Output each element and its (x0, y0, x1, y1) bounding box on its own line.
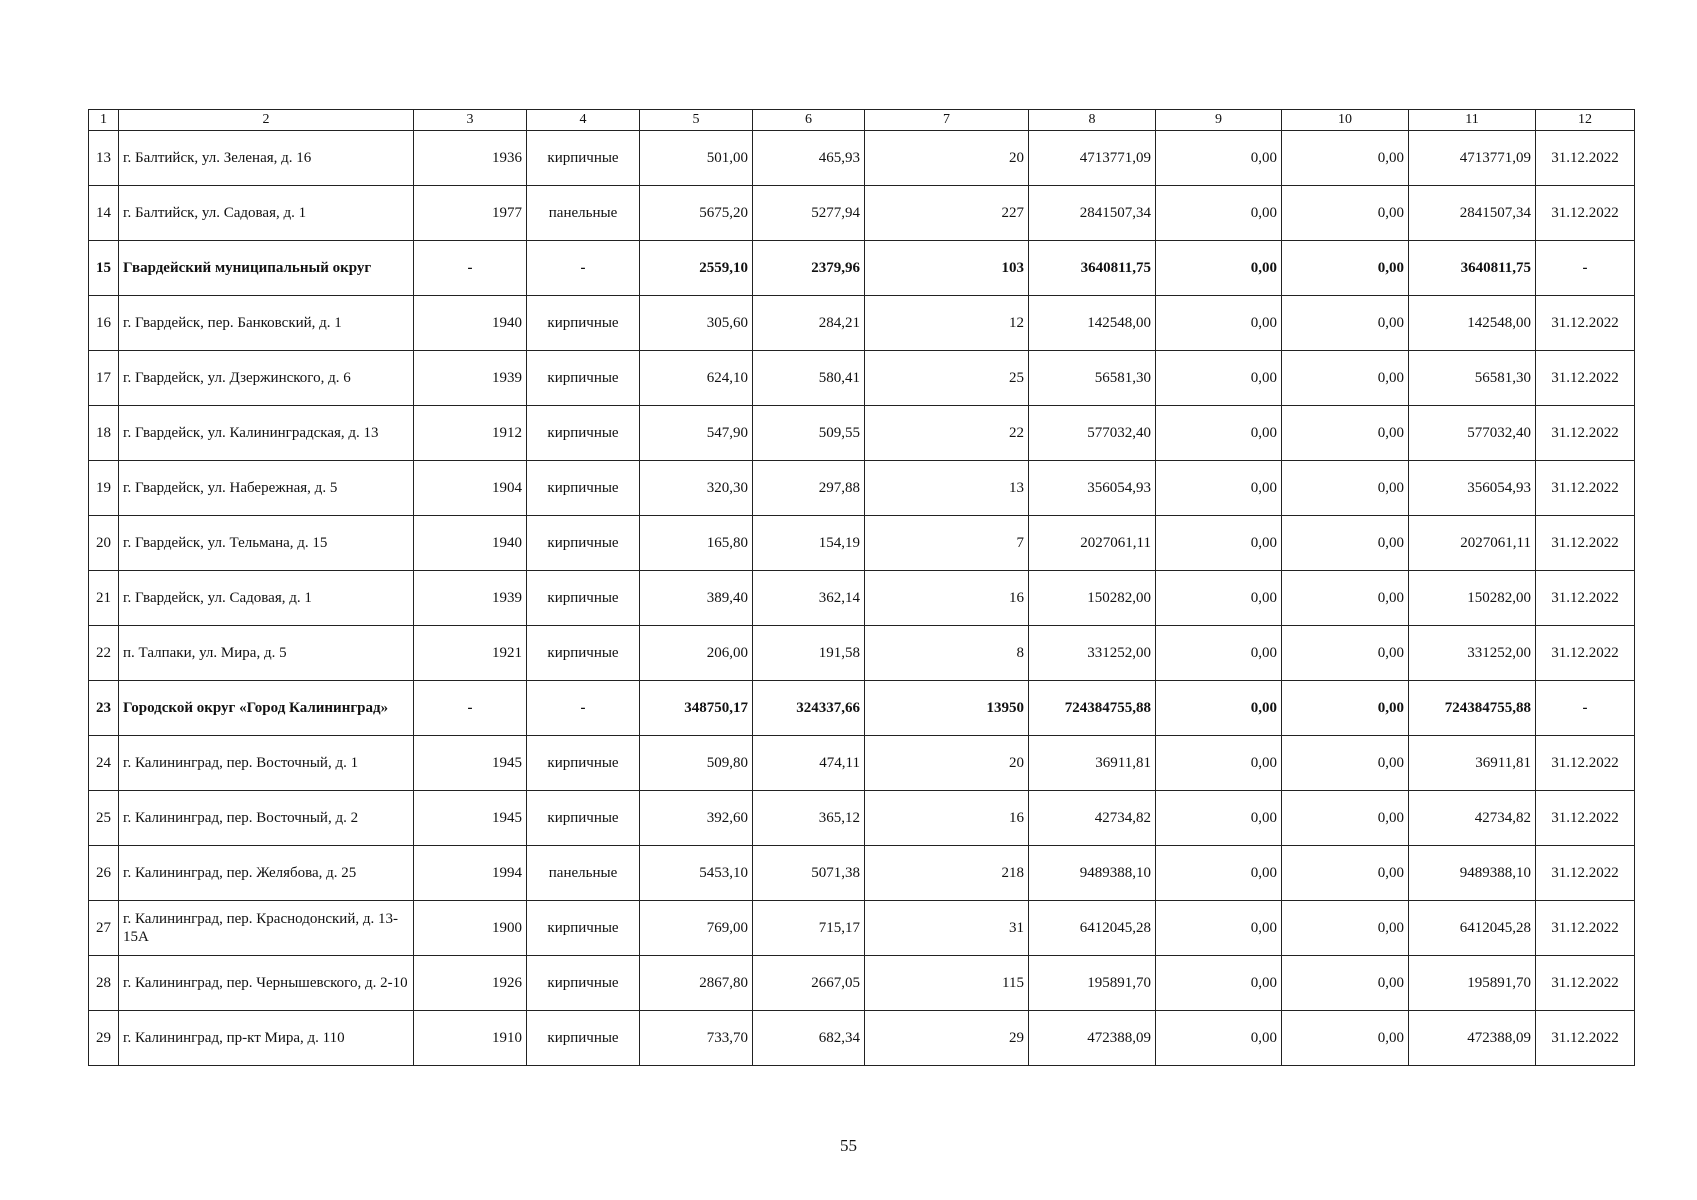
area-cell: 547,90 (640, 406, 753, 461)
wall-material-cell: кирпичные (527, 516, 640, 571)
wall-material-cell: - (527, 681, 640, 736)
column-number-header (89, 110, 1635, 131)
cost-cell-9: 0,00 (1156, 351, 1282, 406)
cost-cell-10: 0,00 (1282, 516, 1409, 571)
residents-cell: 31 (865, 901, 1029, 956)
area-cell: 320,30 (640, 461, 753, 516)
column-header-7: 7 (865, 110, 1029, 131)
wall-material-cell: панельные (527, 186, 640, 241)
cost-cell-9: 0,00 (1156, 406, 1282, 461)
total-cost-cell: 3640811,75 (1029, 241, 1156, 296)
table-row (89, 571, 1635, 626)
living-area-cell: 682,34 (753, 1011, 865, 1066)
cost-cell-9: 0,00 (1156, 571, 1282, 626)
wall-material-cell: кирпичные (527, 131, 640, 186)
table-row (89, 296, 1635, 351)
table-row (89, 626, 1635, 681)
row-number: 28 (89, 956, 119, 1011)
table-row (89, 186, 1635, 241)
year-cell: 1945 (414, 736, 527, 791)
cost-cell-9: 0,00 (1156, 956, 1282, 1011)
area-cell: 733,70 (640, 1011, 753, 1066)
area-cell: 509,80 (640, 736, 753, 791)
living-area-cell: 715,17 (753, 901, 865, 956)
deadline-cell: 31.12.2022 (1536, 131, 1635, 186)
year-cell: 1912 (414, 406, 527, 461)
living-area-cell: 509,55 (753, 406, 865, 461)
residents-cell: 20 (865, 736, 1029, 791)
living-area-cell: 2379,96 (753, 241, 865, 296)
total-cost-cell: 2841507,34 (1029, 186, 1156, 241)
cost-cell-10: 0,00 (1282, 186, 1409, 241)
row-number: 21 (89, 571, 119, 626)
cost-cell-11: 56581,30 (1409, 351, 1536, 406)
cost-cell-9: 0,00 (1156, 901, 1282, 956)
wall-material-cell: панельные (527, 846, 640, 901)
deadline-cell: 31.12.2022 (1536, 846, 1635, 901)
area-cell: 305,60 (640, 296, 753, 351)
area-cell: 165,80 (640, 516, 753, 571)
wall-material-cell: кирпичные (527, 956, 640, 1011)
area-cell: 5675,20 (640, 186, 753, 241)
column-header-8: 8 (1029, 110, 1156, 131)
column-header-6: 6 (753, 110, 865, 131)
cost-cell-10: 0,00 (1282, 1011, 1409, 1066)
year-cell: 1910 (414, 1011, 527, 1066)
residents-cell: 7 (865, 516, 1029, 571)
address-cell: г. Гвардейск, ул. Тельмана, д. 15 (119, 516, 414, 571)
area-cell: 5453,10 (640, 846, 753, 901)
cost-cell-11: 36911,81 (1409, 736, 1536, 791)
living-area-cell: 362,14 (753, 571, 865, 626)
cost-cell-11: 6412045,28 (1409, 901, 1536, 956)
residents-cell: 29 (865, 1011, 1029, 1066)
header-row (89, 110, 1635, 131)
row-number: 17 (89, 351, 119, 406)
cost-cell-10: 0,00 (1282, 406, 1409, 461)
residents-cell: 16 (865, 571, 1029, 626)
table-row (89, 406, 1635, 461)
living-area-cell: 365,12 (753, 791, 865, 846)
year-cell: 1900 (414, 901, 527, 956)
column-header-5: 5 (640, 110, 753, 131)
cost-cell-11: 577032,40 (1409, 406, 1536, 461)
deadline-cell: 31.12.2022 (1536, 461, 1635, 516)
total-cost-cell: 4713771,09 (1029, 131, 1156, 186)
column-header-9: 9 (1156, 110, 1282, 131)
area-cell: 2867,80 (640, 956, 753, 1011)
table-row (89, 516, 1635, 571)
deadline-cell: 31.12.2022 (1536, 516, 1635, 571)
year-cell: 1994 (414, 846, 527, 901)
cost-cell-11: 472388,09 (1409, 1011, 1536, 1066)
cost-cell-11: 4713771,09 (1409, 131, 1536, 186)
residents-cell: 227 (865, 186, 1029, 241)
year-cell: - (414, 681, 527, 736)
residents-cell: 8 (865, 626, 1029, 681)
deadline-cell: 31.12.2022 (1536, 406, 1635, 461)
wall-material-cell: кирпичные (527, 461, 640, 516)
wall-material-cell: кирпичные (527, 296, 640, 351)
cost-cell-9: 0,00 (1156, 131, 1282, 186)
cost-cell-10: 0,00 (1282, 296, 1409, 351)
cost-cell-9: 0,00 (1156, 241, 1282, 296)
cost-cell-9: 0,00 (1156, 791, 1282, 846)
address-cell: г. Балтийск, ул. Садовая, д. 1 (119, 186, 414, 241)
deadline-cell: 31.12.2022 (1536, 901, 1635, 956)
cost-cell-10: 0,00 (1282, 131, 1409, 186)
residents-cell: 115 (865, 956, 1029, 1011)
cost-cell-11: 195891,70 (1409, 956, 1536, 1011)
total-cost-cell: 150282,00 (1029, 571, 1156, 626)
cost-cell-9: 0,00 (1156, 186, 1282, 241)
total-cost-cell: 577032,40 (1029, 406, 1156, 461)
year-cell: 1940 (414, 516, 527, 571)
cost-cell-10: 0,00 (1282, 461, 1409, 516)
row-number: 14 (89, 186, 119, 241)
address-cell: г. Калининград, пер. Чернышевского, д. 2-10 (119, 956, 414, 1011)
total-cost-cell: 42734,82 (1029, 791, 1156, 846)
cost-cell-10: 0,00 (1282, 901, 1409, 956)
cost-cell-11: 331252,00 (1409, 626, 1536, 681)
deadline-cell: - (1536, 241, 1635, 296)
cost-cell-11: 3640811,75 (1409, 241, 1536, 296)
year-cell: 1904 (414, 461, 527, 516)
address-cell: г. Калининград, пер. Восточный, д. 1 (119, 736, 414, 791)
row-number: 22 (89, 626, 119, 681)
address-cell: г. Гвардейск, ул. Набережная, д. 5 (119, 461, 414, 516)
table-row (89, 351, 1635, 406)
address-cell: г. Калининград, пер. Краснодонский, д. 13-15А (119, 901, 414, 956)
residents-cell: 13950 (865, 681, 1029, 736)
year-cell: - (414, 241, 527, 296)
year-cell: 1945 (414, 791, 527, 846)
cost-cell-9: 0,00 (1156, 296, 1282, 351)
total-cost-cell: 356054,93 (1029, 461, 1156, 516)
total-cost-cell: 331252,00 (1029, 626, 1156, 681)
living-area-cell: 154,19 (753, 516, 865, 571)
living-area-cell: 5277,94 (753, 186, 865, 241)
year-cell: 1940 (414, 296, 527, 351)
wall-material-cell: кирпичные (527, 791, 640, 846)
wall-material-cell: кирпичные (527, 1011, 640, 1066)
wall-material-cell: кирпичные (527, 351, 640, 406)
table-row (89, 846, 1635, 901)
residents-cell: 20 (865, 131, 1029, 186)
cost-cell-10: 0,00 (1282, 351, 1409, 406)
row-number: 24 (89, 736, 119, 791)
cost-cell-11: 2841507,34 (1409, 186, 1536, 241)
wall-material-cell: кирпичные (527, 626, 640, 681)
address-cell: г. Калининград, пр-кт Мира, д. 110 (119, 1011, 414, 1066)
table-row (89, 791, 1635, 846)
housing-register-table (88, 109, 1635, 1066)
row-number: 26 (89, 846, 119, 901)
cost-cell-11: 724384755,88 (1409, 681, 1536, 736)
cost-cell-11: 2027061,11 (1409, 516, 1536, 571)
cost-cell-10: 0,00 (1282, 791, 1409, 846)
table-row (89, 131, 1635, 186)
total-cost-cell: 9489388,10 (1029, 846, 1156, 901)
address-cell: г. Калининград, пер. Восточный, д. 2 (119, 791, 414, 846)
cost-cell-10: 0,00 (1282, 681, 1409, 736)
column-header-11: 11 (1409, 110, 1536, 131)
cost-cell-9: 0,00 (1156, 736, 1282, 791)
living-area-cell: 465,93 (753, 131, 865, 186)
cost-cell-9: 0,00 (1156, 516, 1282, 571)
living-area-cell: 284,21 (753, 296, 865, 351)
deadline-cell: 31.12.2022 (1536, 296, 1635, 351)
row-number: 25 (89, 791, 119, 846)
wall-material-cell: - (527, 241, 640, 296)
column-header-12: 12 (1536, 110, 1635, 131)
residents-cell: 22 (865, 406, 1029, 461)
total-cost-cell: 195891,70 (1029, 956, 1156, 1011)
column-header-1: 1 (89, 110, 119, 131)
column-header-4: 4 (527, 110, 640, 131)
address-cell: г. Гвардейск, пер. Банковский, д. 1 (119, 296, 414, 351)
address-cell: Городской округ «Город Калининград» (119, 681, 414, 736)
table-row-total (89, 681, 1635, 736)
deadline-cell: 31.12.2022 (1536, 626, 1635, 681)
living-area-cell: 5071,38 (753, 846, 865, 901)
table-row (89, 736, 1635, 791)
living-area-cell: 2667,05 (753, 956, 865, 1011)
cost-cell-10: 0,00 (1282, 736, 1409, 791)
address-cell: г. Калининград, пер. Желябова, д. 25 (119, 846, 414, 901)
cost-cell-11: 150282,00 (1409, 571, 1536, 626)
total-cost-cell: 142548,00 (1029, 296, 1156, 351)
total-cost-cell: 36911,81 (1029, 736, 1156, 791)
total-cost-cell: 56581,30 (1029, 351, 1156, 406)
row-number: 15 (89, 241, 119, 296)
wall-material-cell: кирпичные (527, 901, 640, 956)
living-area-cell: 580,41 (753, 351, 865, 406)
year-cell: 1939 (414, 571, 527, 626)
total-cost-cell: 472388,09 (1029, 1011, 1156, 1066)
table-body (89, 131, 1635, 1066)
page-number: 55 (840, 1136, 857, 1155)
total-cost-cell: 6412045,28 (1029, 901, 1156, 956)
table-row (89, 461, 1635, 516)
row-number: 16 (89, 296, 119, 351)
table-row (89, 1011, 1635, 1066)
deadline-cell: 31.12.2022 (1536, 186, 1635, 241)
address-cell: г. Гвардейск, ул. Калининградская, д. 13 (119, 406, 414, 461)
deadline-cell: 31.12.2022 (1536, 1011, 1635, 1066)
year-cell: 1926 (414, 956, 527, 1011)
cost-cell-11: 142548,00 (1409, 296, 1536, 351)
total-cost-cell: 2027061,11 (1029, 516, 1156, 571)
deadline-cell: 31.12.2022 (1536, 351, 1635, 406)
address-cell: г. Балтийск, ул. Зеленая, д. 16 (119, 131, 414, 186)
cost-cell-10: 0,00 (1282, 241, 1409, 296)
address-cell: г. Гвардейск, ул. Садовая, д. 1 (119, 571, 414, 626)
deadline-cell: 31.12.2022 (1536, 791, 1635, 846)
wall-material-cell: кирпичные (527, 406, 640, 461)
table-row (89, 956, 1635, 1011)
column-header-2: 2 (119, 110, 414, 131)
address-cell: г. Гвардейск, ул. Дзержинского, д. 6 (119, 351, 414, 406)
area-cell: 389,40 (640, 571, 753, 626)
living-area-cell: 324337,66 (753, 681, 865, 736)
area-cell: 769,00 (640, 901, 753, 956)
deadline-cell: 31.12.2022 (1536, 736, 1635, 791)
deadline-cell: - (1536, 681, 1635, 736)
living-area-cell: 297,88 (753, 461, 865, 516)
cost-cell-11: 356054,93 (1409, 461, 1536, 516)
area-cell: 392,60 (640, 791, 753, 846)
residents-cell: 103 (865, 241, 1029, 296)
cost-cell-10: 0,00 (1282, 626, 1409, 681)
row-number: 27 (89, 901, 119, 956)
cost-cell-10: 0,00 (1282, 846, 1409, 901)
residents-cell: 25 (865, 351, 1029, 406)
area-cell: 206,00 (640, 626, 753, 681)
address-cell: п. Талпаки, ул. Мира, д. 5 (119, 626, 414, 681)
area-cell: 501,00 (640, 131, 753, 186)
cost-cell-9: 0,00 (1156, 846, 1282, 901)
year-cell: 1936 (414, 131, 527, 186)
year-cell: 1977 (414, 186, 527, 241)
cost-cell-9: 0,00 (1156, 461, 1282, 516)
residents-cell: 218 (865, 846, 1029, 901)
cost-cell-10: 0,00 (1282, 956, 1409, 1011)
living-area-cell: 474,11 (753, 736, 865, 791)
year-cell: 1939 (414, 351, 527, 406)
residents-cell: 16 (865, 791, 1029, 846)
row-number: 29 (89, 1011, 119, 1066)
table-row-total (89, 241, 1635, 296)
total-cost-cell: 724384755,88 (1029, 681, 1156, 736)
row-number: 18 (89, 406, 119, 461)
cost-cell-9: 0,00 (1156, 681, 1282, 736)
cost-cell-9: 0,00 (1156, 1011, 1282, 1066)
row-number: 19 (89, 461, 119, 516)
row-number: 13 (89, 131, 119, 186)
column-header-10: 10 (1282, 110, 1409, 131)
area-cell: 624,10 (640, 351, 753, 406)
cost-cell-11: 9489388,10 (1409, 846, 1536, 901)
deadline-cell: 31.12.2022 (1536, 571, 1635, 626)
residents-cell: 13 (865, 461, 1029, 516)
row-number: 23 (89, 681, 119, 736)
table-row (89, 901, 1635, 956)
living-area-cell: 191,58 (753, 626, 865, 681)
wall-material-cell: кирпичные (527, 571, 640, 626)
deadline-cell: 31.12.2022 (1536, 956, 1635, 1011)
area-cell: 348750,17 (640, 681, 753, 736)
cost-cell-11: 42734,82 (1409, 791, 1536, 846)
column-header-3: 3 (414, 110, 527, 131)
cost-cell-9: 0,00 (1156, 626, 1282, 681)
row-number: 20 (89, 516, 119, 571)
address-cell: Гвардейский муниципальный округ (119, 241, 414, 296)
year-cell: 1921 (414, 626, 527, 681)
wall-material-cell: кирпичные (527, 736, 640, 791)
cost-cell-10: 0,00 (1282, 571, 1409, 626)
residents-cell: 12 (865, 296, 1029, 351)
area-cell: 2559,10 (640, 241, 753, 296)
